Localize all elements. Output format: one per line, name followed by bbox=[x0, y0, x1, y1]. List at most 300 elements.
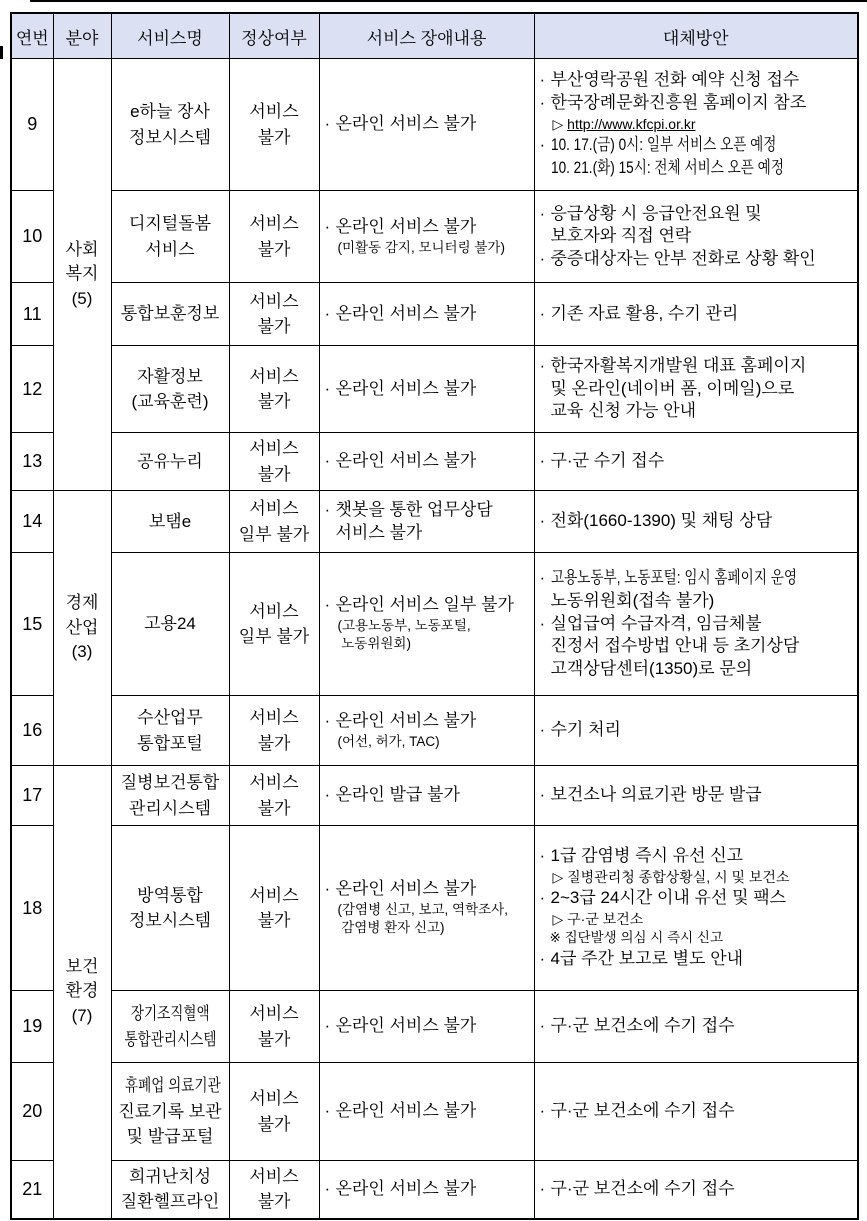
service-name-text: 정보시스템 bbox=[128, 127, 212, 147]
status-line: 서비스 bbox=[249, 708, 299, 727]
category-line: 보건 bbox=[65, 956, 99, 976]
status-line: 일부 불가 bbox=[238, 524, 310, 544]
cell-service-name bbox=[111, 1063, 229, 1161]
status-line: 서비스 bbox=[249, 499, 299, 518]
line-text: 온라인 발급 불가 bbox=[335, 785, 460, 805]
line bbox=[325, 303, 532, 326]
line-text: 구·군 보건소에 수기 접수 bbox=[550, 1178, 735, 1198]
status-line: 서비스 bbox=[249, 439, 299, 458]
service-name-line bbox=[113, 1099, 228, 1125]
service-name-line bbox=[113, 389, 228, 415]
cell-issue bbox=[319, 346, 534, 433]
bullet-dot-icon: · bbox=[539, 511, 546, 531]
cell-status bbox=[229, 346, 319, 433]
cell-service-name bbox=[111, 59, 229, 191]
bullet-dot-icon: · bbox=[539, 949, 546, 969]
bullet-dot-icon: · bbox=[539, 888, 546, 908]
line bbox=[325, 635, 532, 653]
line-text: (감염병 신고, 보고, 역학조사, bbox=[337, 902, 508, 918]
line-text: 온라인 서비스 불가 bbox=[335, 114, 477, 134]
bullet-dot-icon: · bbox=[539, 1016, 546, 1036]
service-name-text: 보탬e bbox=[148, 511, 192, 531]
cell-seq: 15 bbox=[11, 553, 53, 696]
cell-status bbox=[229, 991, 319, 1063]
cell-issue bbox=[319, 191, 534, 283]
cell-status bbox=[229, 826, 319, 991]
bullet-dot-icon: · bbox=[324, 217, 331, 237]
table-row bbox=[11, 696, 858, 766]
line-text: 부산영락공원 전화 예약 신청 접수 bbox=[550, 70, 800, 90]
line bbox=[540, 635, 856, 658]
line-text: 실업급여 수급자격, 임금체불 bbox=[550, 613, 762, 633]
cell-alternative bbox=[534, 991, 858, 1063]
category-line: (7) bbox=[71, 1006, 93, 1026]
table-row bbox=[11, 826, 858, 991]
bullet-dot-icon: · bbox=[539, 1178, 546, 1198]
bullet-dot-icon: · bbox=[324, 711, 331, 731]
line bbox=[325, 878, 532, 901]
service-name-line bbox=[113, 1164, 228, 1190]
line-text: 온라인 서비스 불가 bbox=[335, 1016, 477, 1036]
status-line: 불가 bbox=[257, 911, 291, 930]
line-text: 2~3급 24시간 이내 유선 및 팩스 bbox=[550, 888, 787, 908]
line bbox=[325, 113, 532, 136]
line-text: 온라인 서비스 불가 bbox=[335, 451, 477, 471]
line bbox=[540, 1178, 856, 1201]
service-name-text: (교육훈련) bbox=[131, 392, 209, 411]
line bbox=[325, 710, 532, 733]
col-header-category: 분야 bbox=[53, 13, 111, 59]
service-name-text: 및 발급포털 bbox=[126, 1127, 214, 1147]
line-text: (고용노동부, 노동포털, bbox=[337, 618, 471, 634]
table-row bbox=[11, 1063, 858, 1161]
status-line: 서비스 bbox=[249, 366, 299, 386]
service-name-text: 통합관리시스템 bbox=[124, 1029, 216, 1049]
status-line: 불가 bbox=[257, 798, 291, 818]
category-line: 복지 bbox=[65, 264, 99, 284]
service-name-line bbox=[113, 364, 228, 390]
status-line: 불가 bbox=[257, 127, 291, 147]
cell-status bbox=[229, 766, 319, 826]
cell-service-name bbox=[111, 826, 229, 991]
line bbox=[325, 1178, 532, 1201]
bullet-dot-icon: · bbox=[539, 303, 546, 323]
line-text: 진정서 접수방법 안내 등 초기상담 bbox=[550, 636, 800, 656]
line bbox=[540, 134, 856, 157]
line bbox=[540, 1015, 856, 1038]
line bbox=[540, 719, 856, 742]
bullet-dot-icon: · bbox=[539, 846, 546, 866]
cell-alternative bbox=[534, 1161, 858, 1219]
cell-seq: 10 bbox=[11, 191, 53, 283]
line bbox=[540, 303, 856, 326]
table-row bbox=[11, 191, 858, 283]
status-line: 서비스 bbox=[249, 1089, 299, 1108]
service-name-line bbox=[113, 796, 228, 822]
table-row bbox=[11, 59, 858, 191]
bullet-dot-icon: · bbox=[539, 356, 546, 376]
service-name-text: 관리시스템 bbox=[128, 798, 212, 818]
cell-service-name bbox=[111, 1161, 229, 1219]
line bbox=[325, 499, 532, 522]
cell-issue bbox=[319, 553, 534, 696]
cell-service-name bbox=[111, 696, 229, 766]
bullet-dot-icon: · bbox=[539, 135, 546, 155]
cell-alternative bbox=[534, 553, 858, 696]
cell-alternative bbox=[534, 491, 858, 553]
bullet-dot-icon: · bbox=[539, 93, 546, 113]
service-name-text: 디지털돌봄 bbox=[128, 214, 212, 233]
cell-issue bbox=[319, 433, 534, 491]
status-line: 불가 bbox=[257, 464, 291, 484]
line bbox=[325, 901, 532, 919]
cell-issue bbox=[319, 766, 534, 826]
service-name-line bbox=[113, 301, 228, 327]
cell-issue bbox=[319, 283, 534, 346]
category-line: (3) bbox=[71, 642, 93, 662]
status-line: 서비스 bbox=[249, 1166, 299, 1186]
line bbox=[325, 1015, 532, 1038]
line-text: 고객상담센터(1350)로 문의 bbox=[550, 658, 753, 678]
col-header-issue: 서비스 장애내용 bbox=[319, 13, 534, 59]
cell-alternative bbox=[534, 433, 858, 491]
cell-status bbox=[229, 59, 319, 191]
cell-issue bbox=[319, 826, 534, 991]
category-line: 사회 bbox=[65, 239, 99, 259]
line bbox=[540, 929, 856, 948]
cell-issue bbox=[319, 991, 534, 1063]
line-text: 고용노동부, 노동포털: 임시 홈페이지 운영 bbox=[550, 568, 797, 588]
line-text: 한국자활복지개발원 대표 홈페이지 bbox=[550, 356, 807, 376]
status-line: 서비스 bbox=[249, 1004, 299, 1023]
line bbox=[540, 400, 856, 423]
line-text: 감염병 환자 신고) bbox=[337, 920, 445, 936]
service-name-line bbox=[113, 237, 228, 263]
bullet-dot-icon: · bbox=[324, 451, 331, 471]
line bbox=[540, 450, 856, 473]
line-text: 온라인 서비스 불가 bbox=[335, 378, 477, 398]
service-name-line bbox=[113, 908, 228, 934]
line-text: 한국장례문화진흥원 홈페이지 참조 bbox=[550, 93, 807, 113]
bullet-dot-icon: · bbox=[324, 1016, 331, 1036]
line bbox=[540, 567, 856, 590]
service-name-line bbox=[113, 770, 228, 796]
line bbox=[540, 92, 856, 115]
service-name-line bbox=[113, 883, 228, 909]
arrow-marker-icon: ▷ bbox=[552, 910, 568, 927]
status-line: 불가 bbox=[257, 317, 291, 336]
bullet-dot-icon: · bbox=[539, 613, 546, 633]
cell-alternative bbox=[534, 59, 858, 191]
service-name-text: 휴폐업 의료기관 bbox=[124, 1076, 221, 1096]
cell-status bbox=[229, 1063, 319, 1161]
line-text: 기존 자료 활용, 수기 관리 bbox=[550, 303, 739, 323]
col-header-alternative: 대체방안 bbox=[534, 13, 858, 59]
line-text: 온라인 서비스 불가 bbox=[335, 879, 477, 899]
service-outage-table bbox=[10, 12, 859, 1220]
line-text: 10. 17.(금) 0시: 일부 서비스 오픈 예정 bbox=[550, 135, 776, 155]
service-name-line bbox=[113, 99, 228, 125]
service-name-text: 통합보훈정보 bbox=[120, 304, 220, 324]
line-text: 구·군 수기 접수 bbox=[550, 451, 665, 471]
page-top-rule bbox=[30, 0, 867, 2]
line-text: 1급 감염병 즉시 유선 신고 bbox=[550, 846, 744, 866]
cell-seq: 13 bbox=[11, 433, 53, 491]
line-text: 챗봇을 통한 업무상담 bbox=[335, 499, 493, 519]
page-edge-mark bbox=[0, 46, 3, 59]
bullet-dot-icon: · bbox=[324, 1178, 331, 1198]
line bbox=[325, 239, 532, 257]
status-line: 불가 bbox=[257, 1192, 291, 1212]
arrow-marker-icon: ▷ bbox=[552, 115, 568, 132]
line bbox=[540, 948, 856, 971]
status-line: 불가 bbox=[257, 392, 291, 411]
line bbox=[540, 378, 856, 401]
service-name-text: 공유누리 bbox=[137, 451, 203, 471]
cell-issue bbox=[319, 491, 534, 553]
category-line: 환경 bbox=[65, 981, 99, 1001]
cell-alternative bbox=[534, 346, 858, 433]
status-line: 서비스 bbox=[249, 102, 299, 121]
bullet-dot-icon: · bbox=[324, 1101, 331, 1121]
cell-category bbox=[53, 59, 111, 491]
service-name-line bbox=[113, 731, 228, 757]
cell-seq: 20 bbox=[11, 1063, 53, 1161]
line-text: 집단발생 의심 시 즉시 신고 bbox=[564, 930, 724, 946]
line-text: 노동위원회(접속 불가) bbox=[550, 591, 715, 611]
line-text: 온라인 서비스 불가 bbox=[335, 1101, 477, 1121]
cell-service-name bbox=[111, 283, 229, 346]
line-text: 4급 주간 보고로 별도 안내 bbox=[550, 949, 744, 969]
line bbox=[540, 887, 856, 910]
cell-alternative bbox=[534, 283, 858, 346]
line-text: 질병관리청 종합상황실, 시 및 보건소 bbox=[567, 868, 790, 885]
cell-status bbox=[229, 433, 319, 491]
category-line: 경제 bbox=[65, 593, 99, 613]
bullet-dot-icon: · bbox=[539, 70, 546, 90]
line-text: 교육 신청 가능 안내 bbox=[550, 401, 697, 421]
line-text: 노동위원회) bbox=[337, 636, 411, 652]
table-row bbox=[11, 346, 858, 433]
status-line: 불가 bbox=[257, 239, 291, 259]
cell-category bbox=[53, 766, 111, 1219]
cell-service-name bbox=[111, 766, 229, 826]
bullet-dot-icon: · bbox=[539, 785, 546, 805]
cell-service-name bbox=[111, 991, 229, 1063]
cell-category bbox=[53, 491, 111, 766]
category-line: 산업 bbox=[65, 617, 99, 637]
line bbox=[325, 522, 532, 545]
cell-seq: 16 bbox=[11, 696, 53, 766]
line bbox=[540, 203, 856, 226]
col-header-seq: 연번 bbox=[11, 13, 53, 59]
line bbox=[540, 225, 856, 248]
cell-alternative bbox=[534, 1063, 858, 1161]
line-text: 온라인 서비스 불가 bbox=[335, 217, 477, 237]
line-text: 온라인 서비스 일부 불가 bbox=[335, 595, 514, 615]
bullet-dot-icon: · bbox=[324, 785, 331, 805]
table-row bbox=[11, 766, 858, 826]
bullet-dot-icon: · bbox=[324, 595, 331, 615]
line bbox=[325, 378, 532, 401]
service-name-line bbox=[113, 1073, 228, 1099]
service-name-text: 진료기록 보관 bbox=[118, 1101, 222, 1121]
bullet-dot-icon: · bbox=[324, 378, 331, 398]
service-name-text: 희귀난치성 bbox=[128, 1166, 212, 1186]
cell-seq: 19 bbox=[11, 991, 53, 1063]
line bbox=[540, 845, 856, 868]
cell-issue bbox=[319, 1063, 534, 1161]
line-text: 구·군 보건소 bbox=[567, 910, 644, 927]
line bbox=[540, 868, 856, 888]
bullet-dot-icon: · bbox=[539, 248, 546, 268]
line-text: 보건소나 의료기관 방문 발급 bbox=[550, 785, 762, 805]
cell-alternative bbox=[534, 191, 858, 283]
service-name-text: 고용24 bbox=[144, 614, 196, 634]
service-name-text: 질병보건통합 bbox=[120, 773, 220, 792]
line bbox=[540, 1100, 856, 1123]
line-text: 응급상황 시 응급안전요원 및 bbox=[550, 203, 762, 223]
line-text: 구·군 보건소에 수기 접수 bbox=[550, 1016, 735, 1036]
line bbox=[540, 115, 856, 135]
service-name-line bbox=[113, 1001, 228, 1027]
cell-status bbox=[229, 1161, 319, 1219]
line bbox=[540, 157, 856, 180]
bullet-dot-icon: · bbox=[539, 1101, 546, 1121]
line bbox=[540, 784, 856, 807]
line bbox=[540, 658, 856, 681]
line-text: 온라인 서비스 불가 bbox=[335, 303, 477, 323]
line bbox=[325, 216, 532, 239]
service-name-text: e하늘 장사 bbox=[130, 102, 210, 121]
table-row bbox=[11, 553, 858, 696]
cell-status bbox=[229, 283, 319, 346]
service-name-line bbox=[113, 509, 228, 535]
line-text: 구·군 보건소에 수기 접수 bbox=[550, 1101, 735, 1121]
cell-service-name bbox=[111, 491, 229, 553]
cell-issue bbox=[319, 1161, 534, 1219]
cell-issue bbox=[319, 696, 534, 766]
service-name-text: 장기조직혈액 bbox=[130, 1004, 210, 1023]
bullet-dot-icon: · bbox=[324, 114, 331, 134]
bullet-dot-icon: · bbox=[539, 451, 546, 471]
line bbox=[325, 594, 532, 617]
status-line: 불가 bbox=[257, 1114, 291, 1134]
url-link[interactable]: http://www.kfcpi.or.kr bbox=[567, 115, 696, 132]
table-row bbox=[11, 991, 858, 1063]
cell-issue bbox=[319, 59, 534, 191]
table-row bbox=[11, 433, 858, 491]
cell-seq: 12 bbox=[11, 346, 53, 433]
arrow-marker-icon: ▷ bbox=[552, 868, 568, 885]
cell-service-name bbox=[111, 191, 229, 283]
line-text: 보호자와 직접 연락 bbox=[550, 226, 692, 246]
cell-seq: 21 bbox=[11, 1161, 53, 1219]
bullet-dot-icon: · bbox=[324, 303, 331, 323]
line-text: 전화(1660-1390) 및 채팅 상담 bbox=[550, 511, 773, 531]
line-text: 및 온라인(네이버 폼, 이메일)으로 bbox=[550, 378, 795, 398]
bullet-dot-icon: · bbox=[539, 568, 546, 588]
status-line: 서비스 bbox=[249, 773, 299, 792]
table-row bbox=[11, 1161, 858, 1219]
line-text: 수기 처리 bbox=[550, 720, 621, 740]
status-line: 서비스 bbox=[249, 601, 299, 621]
service-name-text: 수산업무 bbox=[137, 708, 203, 727]
line bbox=[540, 69, 856, 92]
cell-status bbox=[229, 491, 319, 553]
service-name-line bbox=[113, 705, 228, 731]
bullet-dot-icon: · bbox=[324, 499, 331, 519]
service-name-text: 서비스 bbox=[145, 239, 195, 259]
status-line: 일부 불가 bbox=[238, 627, 310, 646]
table-row bbox=[11, 491, 858, 553]
header-row bbox=[11, 13, 858, 59]
cell-service-name bbox=[111, 346, 229, 433]
cell-alternative bbox=[534, 826, 858, 991]
line bbox=[325, 784, 532, 807]
line bbox=[325, 733, 532, 751]
line bbox=[325, 1100, 532, 1123]
service-name-text: 정보시스템 bbox=[128, 911, 212, 930]
status-line: 서비스 bbox=[249, 214, 299, 233]
status-line: 서비스 bbox=[249, 885, 299, 905]
line-text: 온라인 서비스 불가 bbox=[335, 711, 477, 731]
service-name-line bbox=[113, 1189, 228, 1215]
line bbox=[325, 450, 532, 473]
service-name-text: 자활정보 bbox=[137, 366, 203, 386]
cell-seq: 14 bbox=[11, 491, 53, 553]
status-line: 불가 bbox=[257, 1029, 291, 1049]
service-name-line bbox=[113, 1027, 228, 1053]
line-text: (미활동 감지, 모니터링 불가) bbox=[337, 239, 505, 255]
cell-alternative bbox=[534, 696, 858, 766]
line-text: 서비스 불가 bbox=[335, 522, 423, 542]
service-name-line bbox=[113, 211, 228, 237]
line bbox=[540, 613, 856, 636]
cell-seq: 11 bbox=[11, 283, 53, 346]
table-row bbox=[11, 283, 858, 346]
col-header-status: 정상여부 bbox=[229, 13, 319, 59]
cell-seq: 17 bbox=[11, 766, 53, 826]
category-line: (5) bbox=[71, 288, 93, 308]
line-text: 온라인 서비스 불가 bbox=[335, 1178, 477, 1198]
line bbox=[540, 355, 856, 378]
bullet-dot-icon: · bbox=[324, 879, 331, 899]
line-text: 중증대상자는 안부 전화로 상황 확인 bbox=[550, 248, 816, 268]
line bbox=[540, 510, 856, 533]
cell-service-name bbox=[111, 433, 229, 491]
col-header-service-name: 서비스명 bbox=[111, 13, 229, 59]
line-text: 10. 21.(화) 15시: 전체 서비스 오픈 예정 bbox=[550, 157, 784, 177]
cell-seq: 9 bbox=[11, 59, 53, 191]
cell-service-name bbox=[111, 553, 229, 696]
service-name-line bbox=[113, 611, 228, 637]
status-line: 서비스 bbox=[249, 291, 299, 311]
line bbox=[540, 910, 856, 930]
bullet-dot-icon: · bbox=[539, 203, 546, 223]
service-name-text: 질환헬프라인 bbox=[120, 1192, 220, 1212]
note-marker-icon: ※ bbox=[549, 930, 565, 946]
service-name-text: 통합포털 bbox=[137, 733, 203, 753]
line bbox=[325, 617, 532, 635]
service-name-line bbox=[113, 125, 228, 151]
bullet-dot-icon: · bbox=[539, 720, 546, 740]
line bbox=[325, 919, 532, 937]
status-line: 불가 bbox=[257, 733, 291, 753]
service-name-line bbox=[113, 449, 228, 475]
line-text: (어선, 허가, TAC) bbox=[337, 733, 440, 749]
cell-status bbox=[229, 696, 319, 766]
